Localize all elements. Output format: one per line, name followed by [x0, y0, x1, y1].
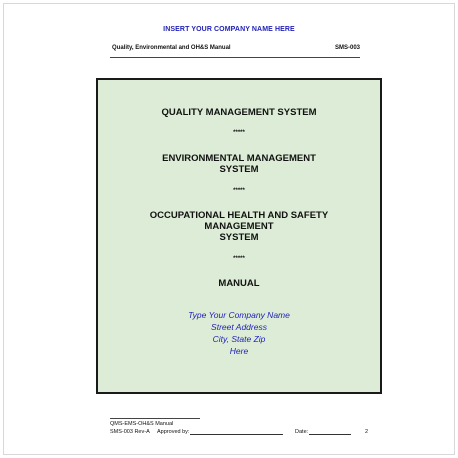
footer-revision: SMS-003 Rev-A [110, 429, 150, 435]
cover-panel [96, 78, 382, 394]
header-divider [110, 57, 360, 58]
address-here: Here [229, 346, 249, 356]
system-title-ohs-line1: OCCUPATIONAL HEALTH AND SAFETY [149, 210, 329, 221]
system-title-ohs-line3: SYSTEM [219, 232, 259, 243]
footer-document-name: QMS-EMS-OH&S Manual [110, 421, 174, 427]
document-code: SMS-003 [334, 45, 360, 51]
separator-stars: ***** [233, 256, 245, 262]
address-street: Street Address [211, 322, 267, 332]
page-number: 2 [364, 429, 368, 435]
system-title-ohs-line2: MANAGEMENT [204, 221, 274, 232]
separator-stars: ***** [233, 188, 245, 194]
system-title-environmental-line2: SYSTEM [219, 164, 259, 175]
footer-approval-line [110, 429, 368, 435]
manual-title: Quality, Environmental and OH&S Manual [112, 45, 231, 51]
document-page [3, 3, 455, 455]
system-title-environmental-line1: ENVIRONMENTAL MANAGEMENT [162, 153, 316, 164]
manual-label: MANUAL [218, 278, 260, 289]
approved-by-blank [190, 429, 283, 435]
address-city-state-zip: City, State Zip [212, 334, 266, 344]
date-blank [309, 429, 351, 435]
footer-divider [110, 418, 200, 419]
address-company-name: Type Your Company Name [188, 310, 290, 320]
company-name-placeholder: INSERT YOUR COMPANY NAME HERE [163, 26, 295, 33]
separator-stars: ***** [233, 130, 245, 136]
approved-by-label: Approved by: [157, 429, 190, 435]
cover-content [98, 80, 380, 392]
system-title-quality: QUALITY MANAGEMENT SYSTEM [161, 107, 317, 118]
document-header [112, 45, 360, 51]
date-label: Date: [295, 429, 309, 435]
